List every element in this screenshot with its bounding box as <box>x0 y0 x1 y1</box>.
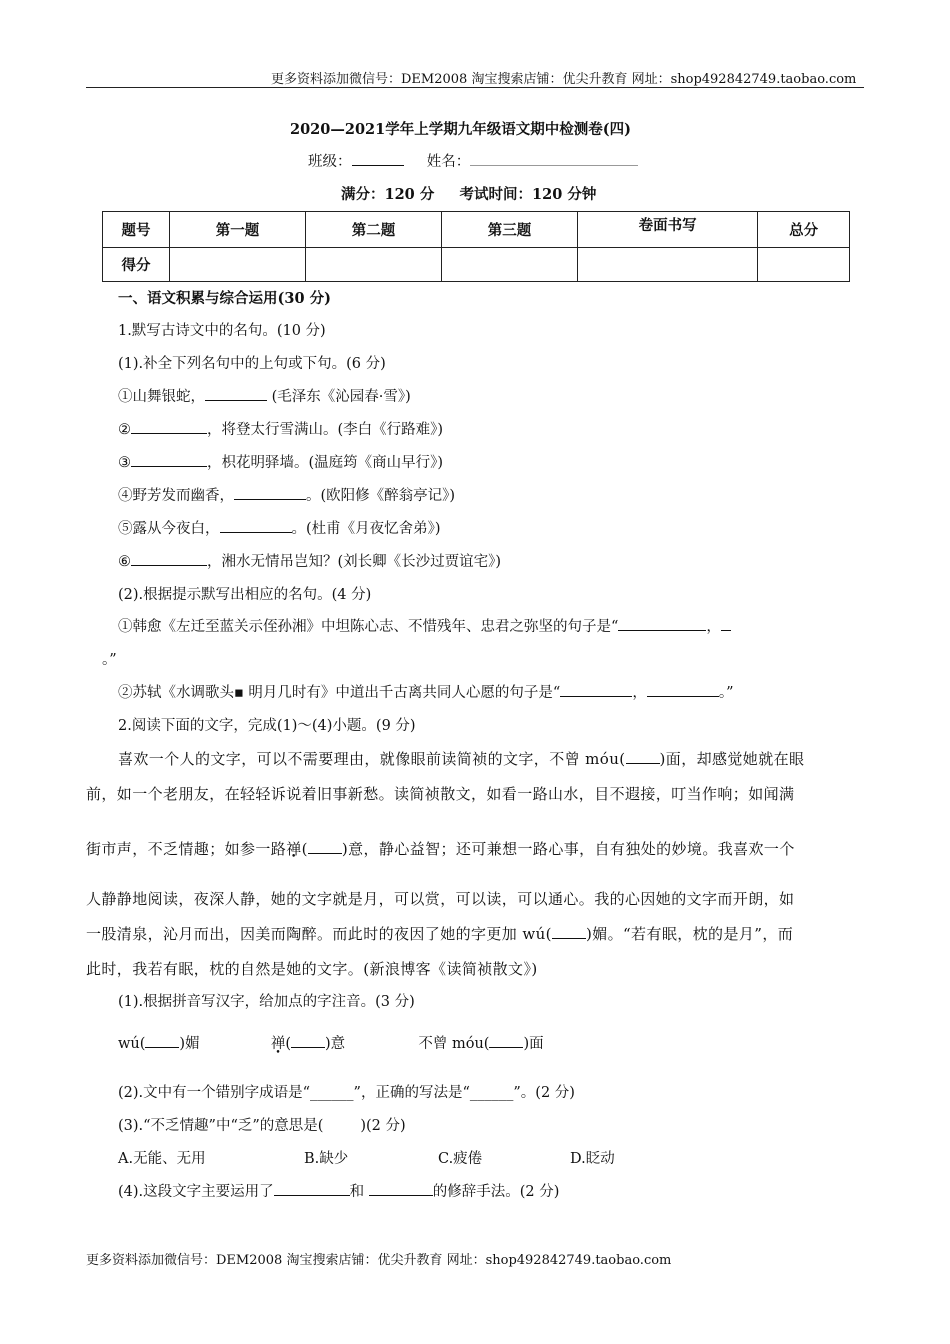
sub-question-1: (1).根据拼音写汉字，给加点的字注音。(3 分) <box>118 994 415 1010</box>
answer-blank[interactable] <box>647 682 719 697</box>
class-field[interactable] <box>352 151 404 166</box>
question-text: ①韩愈《左迁至蓝关示侄孙湘》中坦陈心志、不惜残年、忠君之弥坚的句子是“ <box>118 619 619 635</box>
passage-text: ( <box>301 840 308 858</box>
poem-source: 。(欧阳修《醉翁亭记》) <box>306 488 456 504</box>
score-header-cell: 题号 <box>103 212 170 248</box>
item-text: ( <box>285 1036 291 1052</box>
question-1-2-b: ②苏轼《水调歌头▪ 明月几时有》中道出千古离共同人心愿的句子是“ ， 。” <box>118 681 734 702</box>
score-cell[interactable] <box>578 248 758 282</box>
poem-item <box>118 385 411 406</box>
answer-blank[interactable] <box>552 925 586 939</box>
sub-question-1-items <box>118 1032 544 1053</box>
dotted-char: 禅 <box>286 840 302 858</box>
item-text: )面 <box>523 1036 544 1052</box>
question-text: 。” <box>718 685 734 701</box>
item-text: 不曾 móu( <box>418 1036 490 1052</box>
item-text: )媚 <box>179 1036 200 1052</box>
poem-text: ② <box>118 422 131 438</box>
poem-source: ，湘水无情吊岂知？(刘长卿《长沙过贾谊宅》) <box>207 554 502 570</box>
question-2: 2.阅读下面的文字，完成(1)～(4)小题。(9 分) <box>118 718 416 734</box>
score-table-row <box>103 248 850 282</box>
answer-blank[interactable] <box>626 750 660 764</box>
section-heading: 一、语文积累与综合运用(30 分) <box>118 290 331 307</box>
passage-line <box>86 838 795 859</box>
score-cell[interactable] <box>306 248 442 282</box>
item-text: wú( <box>118 1036 146 1052</box>
dotted-char: 禅 <box>270 1036 286 1052</box>
class-name-row <box>308 150 638 171</box>
option-d[interactable]: D.眨动 <box>570 1151 615 1167</box>
question-text: (4).这段文字主要运用了 <box>118 1184 274 1200</box>
sub-question-3: (3).“不乏情趣”中“乏”的意思是( )(2 分) <box>118 1118 406 1134</box>
score-cell[interactable] <box>170 248 306 282</box>
poem-item <box>118 418 443 439</box>
passage-line: 人静静地阅读，夜深人静，她的文字就是月，可以赏，可以读，可以通心。我的心因她的文字而开朗，如 <box>86 890 795 908</box>
poem-text: ①山舞银蛇， <box>118 389 205 405</box>
poem-text: ⑥ <box>118 554 131 570</box>
passage-text: 一股清泉，沁月而出，因美而陶醉。而此时的夜因了她的字更加 wú( <box>86 925 552 943</box>
score-header-cell: 卷面书写 <box>578 212 758 248</box>
score-cell[interactable] <box>442 248 578 282</box>
answer-blank[interactable] <box>145 1034 179 1048</box>
passage-line <box>86 923 793 944</box>
poem-source: ，将登太行雪满山。(李白《行路难》) <box>207 422 444 438</box>
passage-text: )面，却感觉她就在眼 <box>659 750 805 768</box>
poem-text: ④野芳发而幽香， <box>118 488 234 504</box>
option-c[interactable]: C.疲倦 <box>438 1151 483 1167</box>
question-1-2: (2).根据提示默写出相应的名句。(4 分) <box>118 587 372 603</box>
poem-item <box>118 484 455 505</box>
answer-blank[interactable] <box>721 616 731 631</box>
answer-blank[interactable] <box>205 386 267 401</box>
score-header-cell: 第二题 <box>306 212 442 248</box>
score-header-cell: 第一题 <box>170 212 306 248</box>
score-header-cell: 第三题 <box>442 212 578 248</box>
question-text: 和 <box>349 1184 369 1200</box>
answer-blank[interactable] <box>131 551 207 566</box>
answer-blank[interactable] <box>274 1181 350 1196</box>
score-cell[interactable] <box>758 248 850 282</box>
score-header-cell: 总分 <box>758 212 850 248</box>
header-line: 更多资料添加微信号：DEM2008 淘宝搜索店铺：优尖升教育 网址：shop492842749.taobao.com <box>271 72 857 87</box>
poem-source: 。(杜甫《月夜忆舍弟》) <box>291 521 441 537</box>
question-text: ②苏轼《水调歌头▪ 明月几时有》中道出千古离共同人心愿的句子是“ <box>118 685 561 701</box>
exam-title: 2020—2021学年上学期九年级语文期中检测卷(四) <box>290 121 631 138</box>
passage-line: 此时，我若有眠，枕的自然是她的文字。(新浪博客《读简祯散文》) <box>86 960 538 978</box>
question-1-2-a-tail: 。” <box>102 652 117 668</box>
exam-meta: 满分：120 分 考试时间：120 分钟 <box>341 186 597 203</box>
poem-text: ⑤露从今夜白， <box>118 521 220 537</box>
answer-blank[interactable] <box>560 682 632 697</box>
answer-blank[interactable] <box>220 518 292 533</box>
poem-source: (毛泽东《沁园春·雪》) <box>267 389 411 405</box>
passage-text: 喜欢一个人的文字，可以不需要理由，就像眼前读简祯的文字，不曾 móu( <box>118 750 626 768</box>
score-table-header-row <box>103 212 850 248</box>
passage-text: 街市声，不乏情趣；如参一路 <box>86 840 287 858</box>
score-row-label: 得分 <box>103 248 170 282</box>
header-divider <box>86 87 864 88</box>
poem-item <box>118 517 441 538</box>
question-text: 的修辞手法。(2 分) <box>432 1184 560 1200</box>
name-label: 姓名： <box>426 154 471 170</box>
poem-item <box>118 451 443 472</box>
answer-blank[interactable] <box>131 452 207 467</box>
question-1: 1.默写古诗文中的名句。(10 分) <box>118 323 326 339</box>
passage-text: )意，静心益智；还可兼想一路心事，自有独处的妙境。我喜欢一个 <box>341 840 795 858</box>
answer-blank[interactable] <box>308 840 342 854</box>
passage-line: 前，如一个老朋友，在轻轻诉说着旧事新愁。读简祯散文，如看一路山水，目不遐接，叮当作响；如闻满 <box>86 785 795 803</box>
answer-blank[interactable] <box>131 419 207 434</box>
question-1-1: (1).补全下列名句中的上句或下句。(6 分) <box>118 356 386 372</box>
poem-item <box>118 550 501 571</box>
score-table <box>102 211 850 282</box>
option-a[interactable]: A.无能、无用 <box>118 1151 206 1167</box>
answer-blank[interactable] <box>618 616 706 631</box>
option-b[interactable]: B.缺少 <box>304 1151 349 1167</box>
class-label: 班级： <box>308 154 352 170</box>
answer-blank[interactable] <box>369 1181 433 1196</box>
footer-line: 更多资料添加微信号：DEM2008 淘宝搜索店铺：优尖升教育 网址：shop492842749.taobao.com <box>86 1253 672 1268</box>
question-1-2-a: ①韩愈《左迁至蓝关示侄孙湘》中坦陈心志、不惜残年、忠君之弥坚的句子是“ ， <box>118 615 731 636</box>
poem-text: ③ <box>118 455 131 471</box>
passage-line <box>118 748 804 769</box>
item-text: )意 <box>324 1036 346 1052</box>
answer-blank[interactable] <box>489 1034 523 1048</box>
sub-question-2: (2).文中有一个错别字成语是“______”，正确的写法是“______”。(2 分) <box>118 1085 575 1101</box>
sub-question-4 <box>118 1180 559 1201</box>
passage-text: )媚。“若有眠，枕的是月”，而 <box>585 925 794 943</box>
poem-source: ，枳花明驿墙。(温庭筠《商山早行》) <box>207 455 444 471</box>
name-field[interactable] <box>470 151 638 166</box>
answer-blank[interactable] <box>234 485 306 500</box>
answer-blank[interactable] <box>291 1034 325 1048</box>
